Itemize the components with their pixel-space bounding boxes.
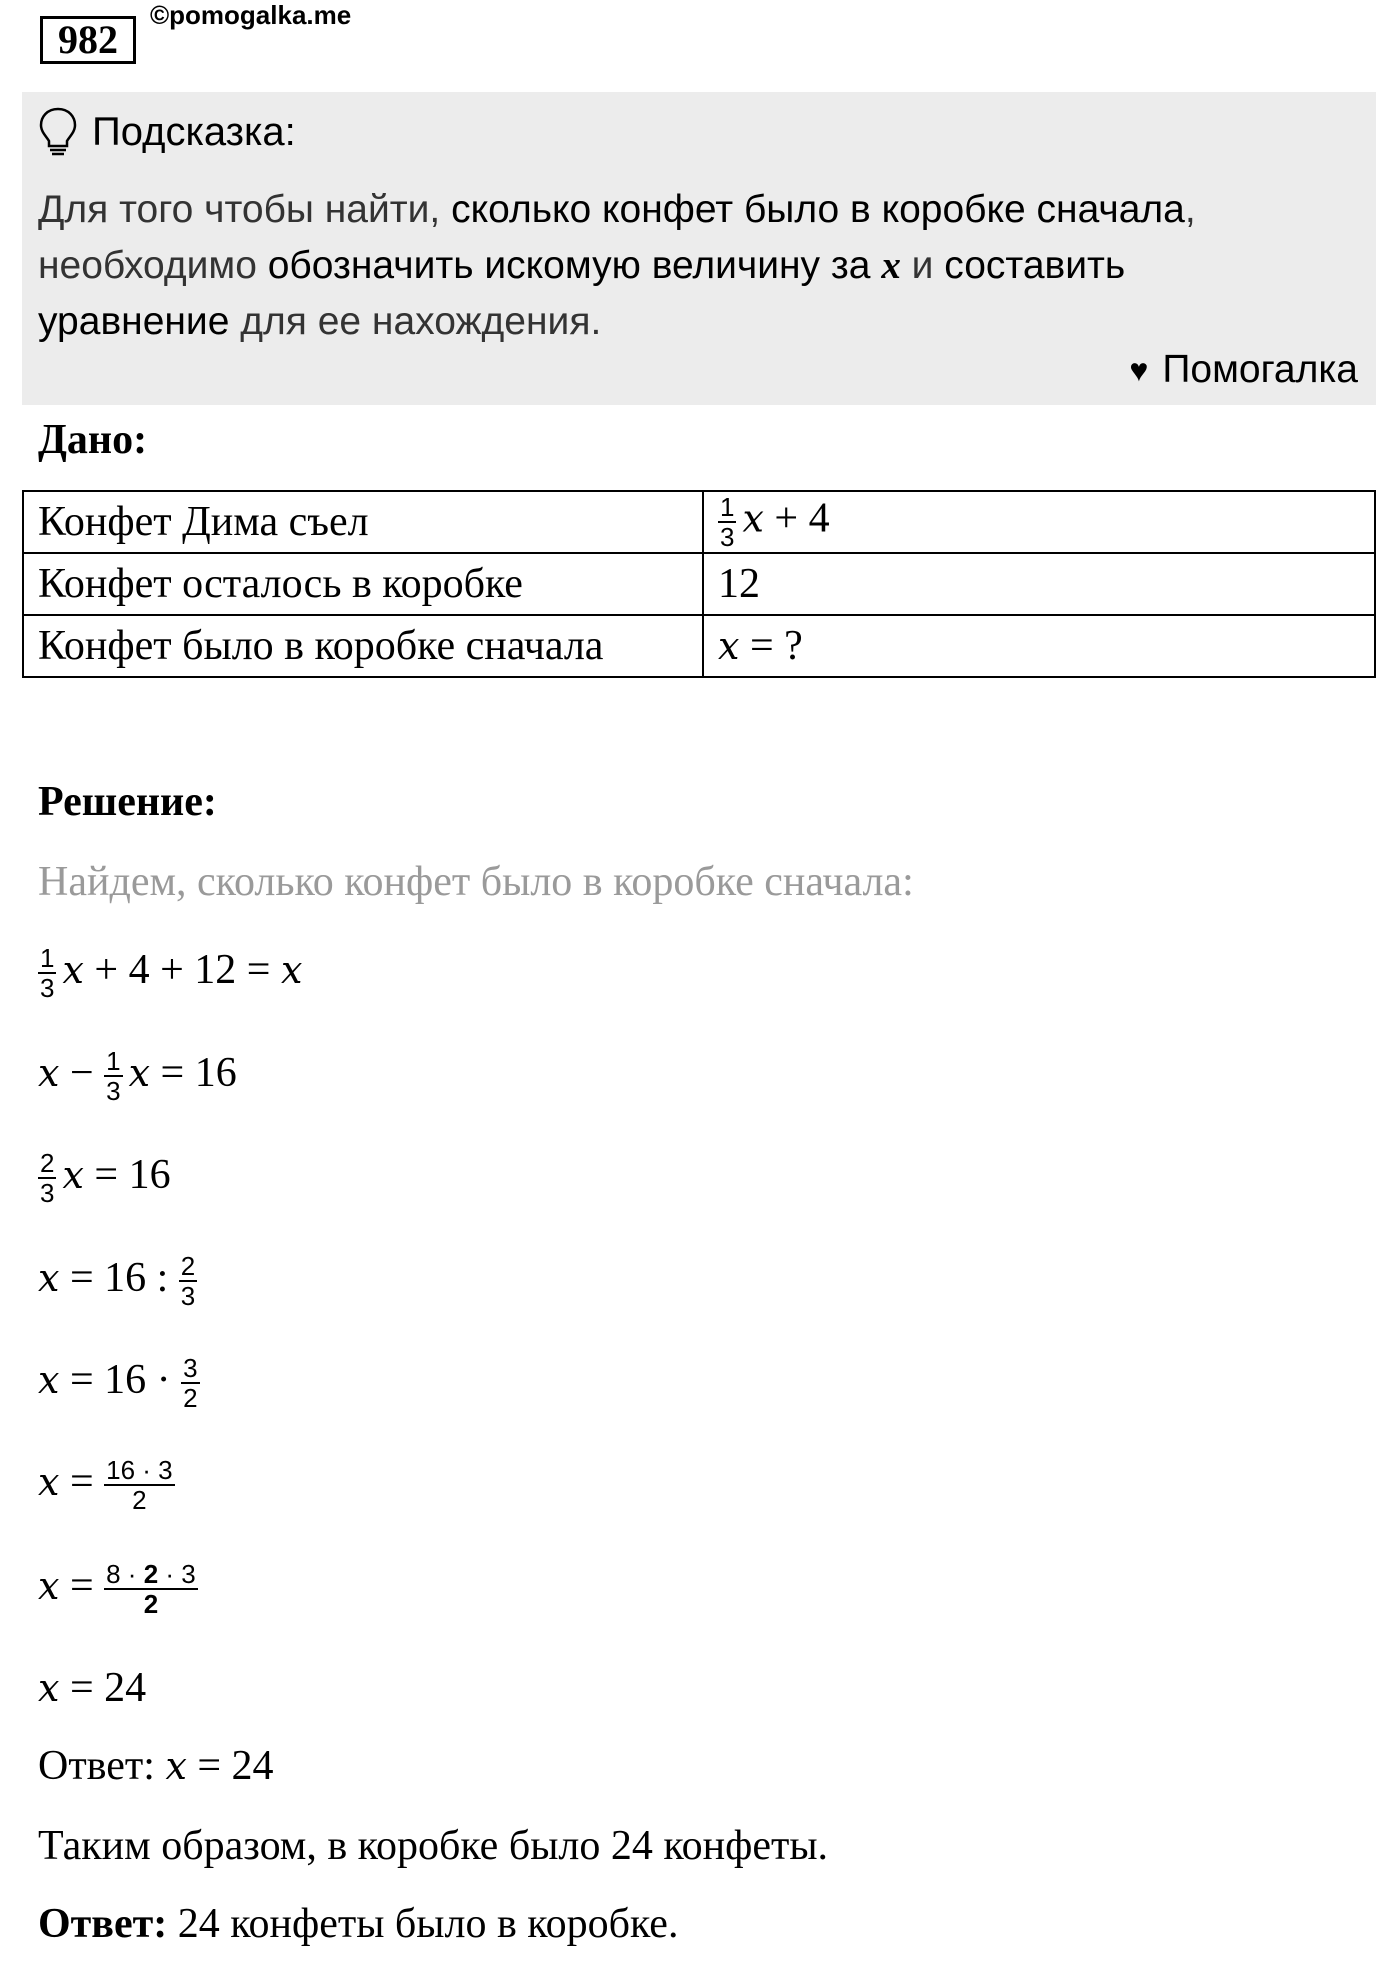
equation-step-4: x = 16 : $\frac{2}{3}$: [38, 1251, 196, 1312]
solution-intro: Найдем, сколько конфет было в коробке сначала:: [38, 859, 914, 905]
equation-step-6: x = $\frac{16 \cdot 3}{2}$: [38, 1455, 173, 1516]
table-cell-label: Конфет было в коробке сначала: [23, 615, 703, 677]
hint-signature: [1129, 348, 1358, 392]
equation-step-7: x = $\frac{8 \cdot 2 \cdot 3}{2}$: [38, 1559, 196, 1620]
given-heading: Дано:: [38, 417, 148, 463]
hint-text-part: необходимо: [38, 244, 268, 287]
fraction: $\frac{2}{3}$: [180, 1251, 196, 1312]
final-answer-text: 24 конфеты было в коробке.: [167, 1901, 679, 1947]
table-row: [23, 491, 1375, 553]
variable-x: x: [881, 244, 901, 287]
table-cell-value: [703, 491, 1375, 553]
hint-text-part: для ее нахождения.: [229, 300, 602, 343]
answer-line: Ответ: x = 24: [38, 1743, 274, 1789]
fraction: $\frac{8 \cdot 2 \cdot 3}{2}$: [106, 1559, 196, 1620]
table-cell-value: [703, 615, 1375, 677]
hint-text-part: ,: [1184, 188, 1196, 231]
equation-step-2: x − $\frac{1}{3}$ x = 16: [38, 1046, 237, 1107]
fraction: $\frac{2}{3}$: [40, 1148, 55, 1209]
hint-text-emphasis: обозначить искомую величину за: [267, 244, 882, 287]
equation-step-1: $\frac{1}{3}$ x + 4 + 12 = x: [40, 943, 303, 1004]
hint-box: [22, 92, 1376, 405]
expression-rest: + 4: [763, 495, 830, 542]
final-answer-label: Ответ:: [38, 1901, 168, 1947]
problem-number: 982: [40, 16, 136, 64]
fraction: $\frac{16 \cdot 3}{2}$: [106, 1455, 173, 1516]
equation-step-3: $\frac{2}{3}$ x = 16: [40, 1148, 171, 1209]
conclusion-text: Таким образом, в коробке было 24 конфеты.: [38, 1823, 829, 1869]
hint-text-emphasis: составить: [944, 244, 1126, 287]
hint-text: [38, 182, 1348, 350]
table-cell-label: Конфет осталось в коробке: [23, 553, 703, 615]
signature-text: Помогалка: [1162, 348, 1358, 391]
heart-icon: ♥: [1129, 351, 1149, 388]
variable-x: x: [742, 496, 764, 541]
fraction: $\frac{1}{3}$: [106, 1046, 121, 1107]
expression-rest: = ?: [739, 623, 803, 669]
copyright-label: ©pomogalka.me: [150, 0, 352, 30]
hint-text-part: и: [900, 244, 945, 287]
equation-step-5: x = 16 · $\frac{3}{2}$: [38, 1353, 198, 1414]
hint-title: Подсказка:: [92, 109, 296, 154]
fraction: $\frac{1}{3}$: [40, 943, 55, 1004]
final-answer: [38, 1894, 678, 1954]
hint-text-emphasis: уравнение: [38, 300, 230, 343]
given-table: [22, 490, 1376, 678]
table-cell-value: 12: [703, 553, 1375, 615]
solution-heading: Решение:: [38, 779, 217, 825]
hint-header: [38, 106, 296, 158]
fraction: $\frac{3}{2}$: [183, 1353, 198, 1414]
table-row: [23, 553, 1375, 615]
hint-text-part: Для того чтобы найти,: [38, 188, 452, 231]
variable-x: x: [718, 624, 740, 668]
table-row: [23, 615, 1375, 677]
hint-text-emphasis: сколько конфет было в коробке сначала: [451, 188, 1185, 231]
table-cell-label: Конфет Дима съел: [23, 491, 703, 553]
lightbulb-icon: [38, 106, 78, 158]
equation-step-8: x = 24: [38, 1665, 147, 1711]
fraction: $\frac{1}{3}$: [720, 492, 735, 552]
